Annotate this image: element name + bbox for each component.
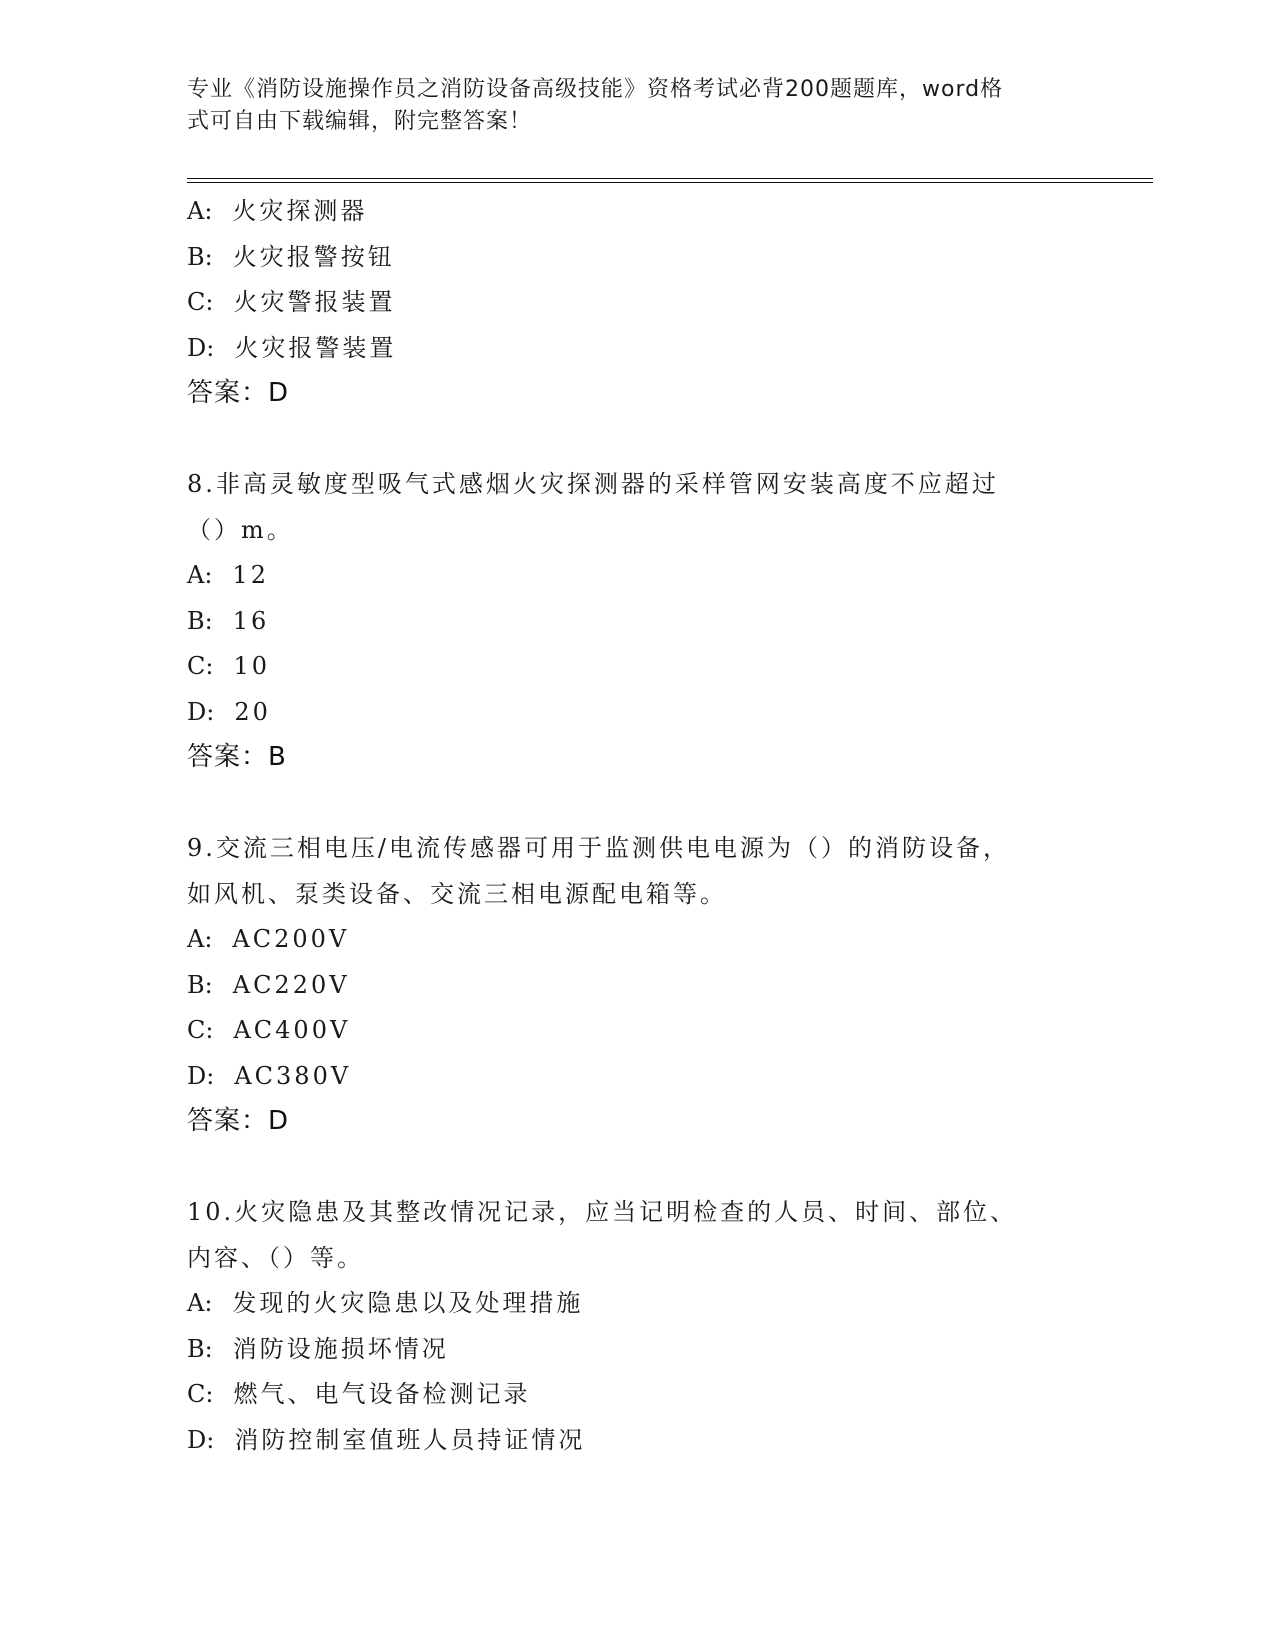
option-a: A: AC200V (187, 925, 350, 953)
option-d: D: 火灾报警装置 (187, 333, 397, 362)
option-b: B: AC220V (187, 970, 350, 999)
question-9 (187, 826, 1087, 1145)
answer: 答案：D (187, 1106, 290, 1136)
document-header (187, 74, 1067, 138)
header-line-1: 专业《消防设施操作员之消防设备高级技能》资格考试必背200题题库，word格 (187, 77, 1004, 102)
question-text: 9.交流三相电压/电流传感器可用于监测供电电源为（）的消防设备， (187, 834, 1010, 862)
option-d: D: AC380V (187, 1061, 352, 1090)
question-text: 8.非高灵敏度型吸气式感烟火灾探测器的采样管网安装高度不应超过 (187, 470, 999, 498)
option-d: D: 20 (187, 697, 271, 726)
question-list (187, 189, 1087, 1463)
option-b: B: 16 (187, 606, 270, 635)
question-10 (187, 1190, 1087, 1463)
option-d: D: 消防控制室值班人员持证情况 (187, 1425, 586, 1454)
option-a: A: 火灾探测器 (187, 197, 368, 225)
header-rule-bottom (187, 182, 1153, 183)
question-text-continued: 内容、（）等。 (187, 1243, 364, 1272)
answer: 答案：B (187, 742, 287, 772)
option-c: C: 10 (187, 652, 270, 680)
option-a: A: 12 (187, 561, 269, 589)
question-7 (187, 189, 1087, 417)
option-c: C: AC400V (187, 1016, 351, 1044)
option-c: C: 燃气、电气设备检测记录 (187, 1380, 531, 1408)
header-rule-top (187, 178, 1153, 179)
question-8 (187, 462, 1087, 781)
option-a: A: 发现的火灾隐患以及处理措施 (187, 1289, 584, 1317)
question-text: 10.火灾隐患及其整改情况记录，应当记明检查的人员、时间、部位、 (187, 1198, 1018, 1226)
question-text-continued: 如风机、泵类设备、交流三相电源配电箱等。 (187, 879, 727, 908)
header-line-2: 式可自由下载编辑，附完整答案！ (187, 109, 533, 134)
option-b: B: 消防设施损坏情况 (187, 1334, 449, 1363)
answer: 答案：D (187, 378, 290, 408)
option-b: B: 火灾报警按钮 (187, 242, 395, 271)
question-text-continued: （）m。 (187, 515, 294, 544)
option-c: C: 火灾警报装置 (187, 288, 396, 316)
